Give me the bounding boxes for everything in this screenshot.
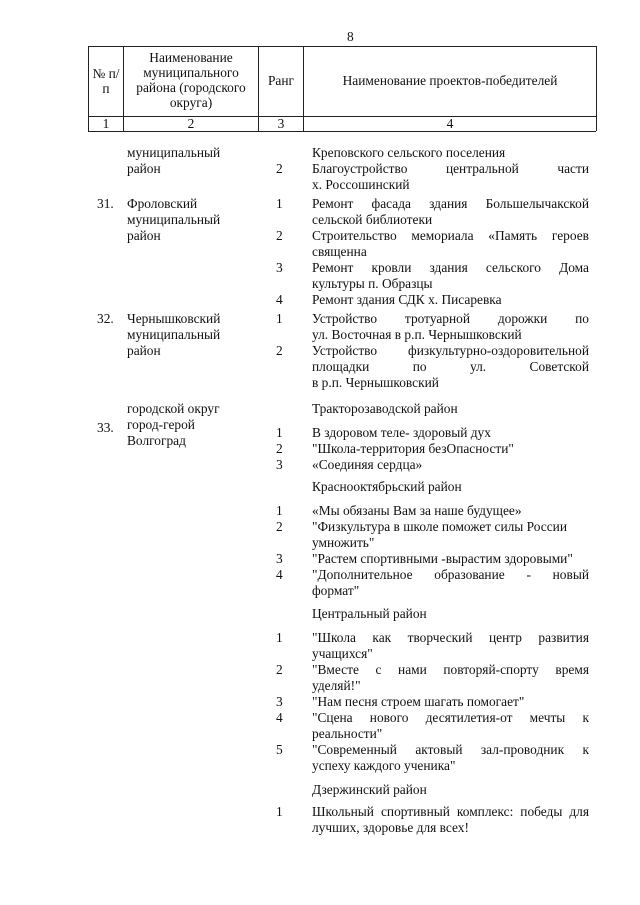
- project-name: Школьный спортивный комплекс: победы для: [312, 804, 589, 819]
- project-name: сельской библиотеки: [312, 212, 433, 227]
- project-name: "Растем спортивными -вырастим здоровыми": [312, 551, 573, 566]
- header-bottom-border: [88, 131, 596, 132]
- rank-value: 1: [276, 196, 283, 211]
- project-name: Устройство тротуарной дорожки по: [312, 311, 589, 326]
- row-number: 33.: [97, 420, 114, 435]
- project-name: Строительство мемориала «Память героев: [312, 228, 589, 243]
- header-num-2: 2: [187, 116, 195, 131]
- project-name: площадки по ул. Советской: [312, 359, 589, 374]
- rank-value: 1: [276, 425, 283, 440]
- row-number: 32.: [97, 311, 114, 326]
- district-name: район: [127, 161, 161, 176]
- header-num-1: 1: [102, 116, 110, 131]
- project-name: учащихся": [312, 646, 373, 661]
- rank-value: 4: [276, 710, 283, 725]
- project-name: В здоровом теле- здоровый дух: [312, 425, 491, 440]
- district-name: город-герой: [127, 417, 195, 432]
- table-top-border: [88, 46, 596, 47]
- header-projects: Наименование проектов-победителей: [342, 73, 558, 88]
- rank-value: 3: [276, 260, 283, 275]
- header-rank: Ранг: [267, 73, 295, 88]
- district-name: Волгоград: [127, 433, 186, 448]
- project-name: лучших, здоровье для всех!: [312, 820, 469, 835]
- project-name: «Соединяя сердца»: [312, 457, 423, 472]
- district-name: муниципальный: [127, 327, 221, 342]
- section-heading: Дзержинский район: [312, 782, 427, 797]
- rank-value: 2: [276, 228, 283, 243]
- district-name: Фроловский: [127, 196, 198, 211]
- rank-value: 1: [276, 630, 283, 645]
- district-name: район: [127, 228, 161, 243]
- district-name: Чернышковский: [127, 311, 221, 326]
- rank-value: 2: [276, 519, 283, 534]
- project-name: умножить": [312, 535, 375, 550]
- section-heading: Тракторозаводской район: [312, 401, 458, 416]
- rank-value: 2: [276, 662, 283, 677]
- rank-value: 5: [276, 742, 283, 757]
- project-name: уделяй!": [312, 678, 361, 693]
- project-name: "Вместе с нами повторяй-спорту время: [312, 662, 589, 677]
- rank-value: 4: [276, 292, 283, 307]
- project-name: Креповского сельского поселения: [312, 145, 506, 160]
- section-heading: Центральный район: [312, 606, 427, 621]
- project-name: "Школа-территория безОпасности": [312, 441, 514, 456]
- district-name: район: [127, 343, 161, 358]
- project-name: в р.п. Чернышковский: [312, 375, 439, 390]
- district-name: городской округ: [127, 401, 220, 416]
- project-name: Ремонт здания СДК х. Писаревка: [312, 292, 502, 307]
- project-name: "Сцена нового десятилетия-от мечты к: [312, 710, 589, 725]
- header-num-3: 3: [277, 116, 285, 131]
- rank-value: 2: [276, 441, 283, 456]
- header-number: № п/п: [92, 66, 120, 96]
- page-number: 8: [347, 29, 354, 44]
- district-name: муниципальный: [127, 212, 221, 227]
- rank-value: 1: [276, 503, 283, 518]
- section-heading: Краснооктябрьский район: [312, 479, 462, 494]
- project-name: Ремонт фасада здания Большелычакской: [312, 196, 589, 211]
- project-name: "Нам песня строем шагать помогает": [312, 694, 525, 709]
- project-name: "Физкультура в школе поможет силы России: [312, 519, 568, 534]
- project-name: "Школа как творческий центр развития: [312, 630, 589, 645]
- rank-value: 3: [276, 551, 283, 566]
- rank-value: 2: [276, 343, 283, 358]
- rank-value: 2: [276, 161, 283, 176]
- project-name: Устройство физкультурно-оздоровительной: [312, 343, 589, 358]
- project-name: Ремонт кровли здания сельского Дома: [312, 260, 589, 275]
- project-name: реальности": [312, 726, 383, 741]
- project-name: Благоустройство центральной части: [312, 161, 589, 176]
- rank-value: 3: [276, 457, 283, 472]
- project-name: «Мы обязаны Вам за наше будущее»: [312, 503, 522, 518]
- project-name: "Современный актовый зал-проводник к: [312, 742, 589, 757]
- project-name: успеху каждого ученика": [312, 758, 456, 773]
- district-name: муниципальный: [127, 145, 221, 160]
- header-district: Наименование муниципального района (городского округа): [136, 50, 246, 110]
- rank-value: 3: [276, 694, 283, 709]
- project-name: "Дополнительное образование - новый: [312, 567, 589, 582]
- header-num-4: 4: [446, 116, 454, 131]
- rank-value: 1: [276, 804, 283, 819]
- project-name: формат": [312, 583, 360, 598]
- project-name: ул. Восточная в р.п. Чернышковский: [312, 327, 522, 342]
- project-name: священна: [312, 244, 367, 259]
- project-name: культуры п. Образцы: [312, 276, 433, 291]
- project-name: х. Россошинский: [312, 177, 410, 192]
- row-number: 31.: [97, 196, 114, 211]
- rank-value: 1: [276, 311, 283, 326]
- table-right-border: [596, 46, 597, 131]
- rank-value: 4: [276, 567, 283, 582]
